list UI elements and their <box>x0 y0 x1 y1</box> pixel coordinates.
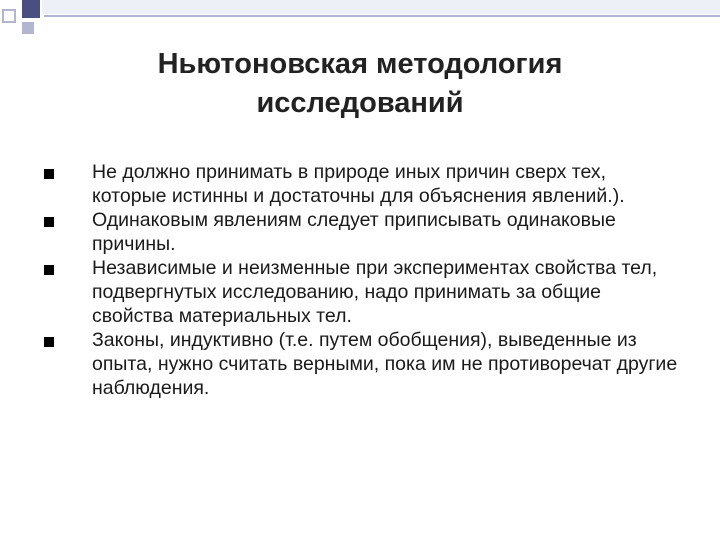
bullet-item-2 <box>42 208 682 256</box>
square-bullet-icon <box>44 337 54 347</box>
slide-title-line-1: Ньютоновская методология <box>157 48 563 80</box>
deco-square-dark <box>22 0 40 18</box>
deco-square-outline <box>3 10 15 22</box>
bullet-item-1 <box>42 160 682 208</box>
bullet-text-2: Одинаковым явлениям следует приписывать одинаковые причины. <box>92 209 616 255</box>
bullet-item-4 <box>42 328 682 400</box>
bullet-text-4: Законы, индуктивно (т.е. путем обобщения), выведенные из опыта, нужно считать верными, пока им не противоречат другие наблюдения. <box>92 329 678 399</box>
bullet-list <box>42 160 682 400</box>
square-bullet-icon <box>44 169 54 179</box>
slide-title <box>60 45 660 123</box>
deco-square-light <box>22 22 34 34</box>
square-bullet-icon <box>44 265 54 275</box>
header-band <box>42 0 720 14</box>
bullet-text-1: Не должно принимать в природе иных причин сверх тех, которые истинны и достаточны для объяснения явлений.). <box>92 161 625 207</box>
bullet-item-3 <box>42 256 682 328</box>
bullet-text-3: Независимые и неизменные при экспериментах свойства тел, подвергнутых исследованию, надо принимать за общие свойства материальных тел. <box>92 257 658 327</box>
square-bullet-icon <box>44 217 54 227</box>
slide-title-line-2: исследований <box>256 87 464 119</box>
